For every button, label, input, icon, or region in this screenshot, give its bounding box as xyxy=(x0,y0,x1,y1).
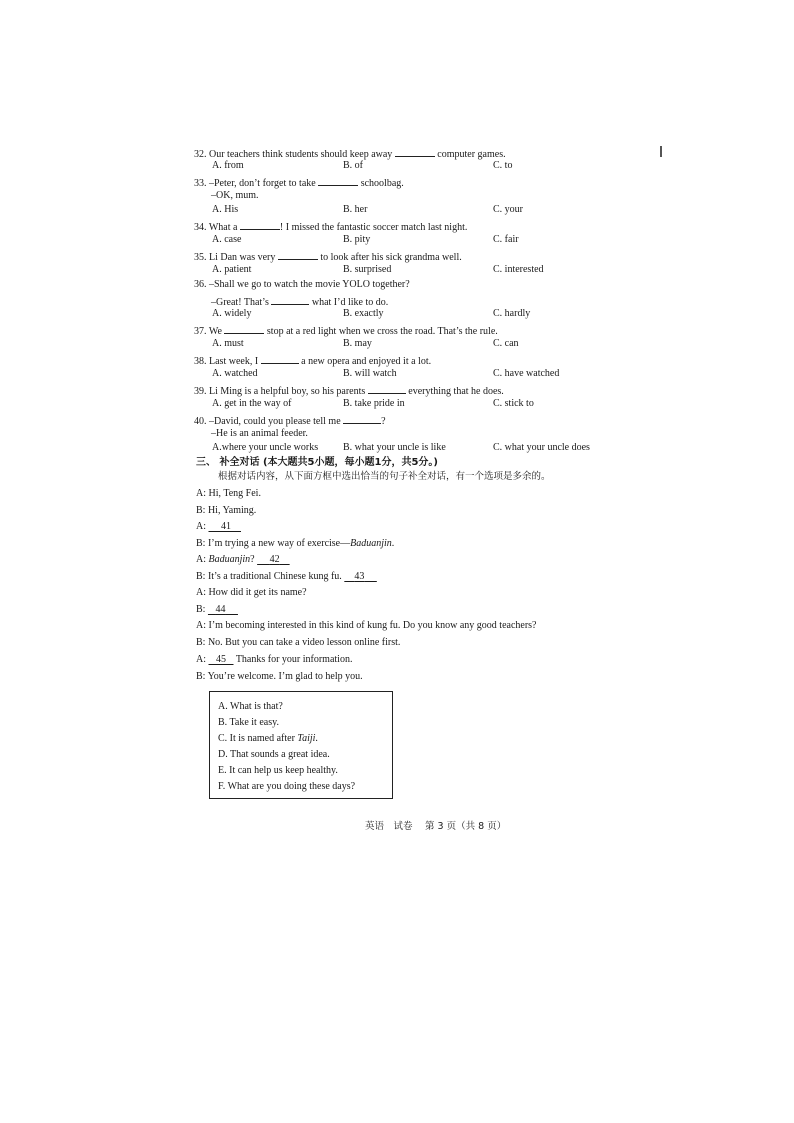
blank-44[interactable] xyxy=(208,604,238,615)
question-34 xyxy=(194,219,467,234)
question-36 xyxy=(194,279,410,291)
option-text: . xyxy=(315,733,318,744)
dialogue-reply: –OK, mum. xyxy=(211,190,259,201)
option-b: B. will watch xyxy=(343,368,397,379)
question-38 xyxy=(194,353,431,368)
dialogue-text: B: I’m trying a new way of exercise— xyxy=(196,538,351,549)
question-number: 39. xyxy=(194,386,207,397)
answer-blank[interactable] xyxy=(240,219,280,230)
dialogue-text: ? xyxy=(250,554,258,565)
option-a: A. from xyxy=(212,160,244,171)
section-3-instruction: 根据对话内容，从下面方框中选出恰当的句子补全对话，有一个选项是多余的。 xyxy=(218,471,551,482)
question-stem-end: schoolbag. xyxy=(358,178,404,189)
blank-43[interactable] xyxy=(344,571,377,582)
dialogue-line-12: B: You’re welcome. I’m glad to help you. xyxy=(196,671,363,682)
question-number: 40. xyxy=(194,416,207,427)
answer-blank[interactable] xyxy=(278,249,318,260)
section-3-title: 三、 补全对话 (本大题共5小题，每小题1分，共5分。) xyxy=(196,457,438,468)
reply-end: what I’d like to do. xyxy=(309,297,389,308)
question-stem-end: to look after his sick grandma well. xyxy=(317,252,462,263)
dialogue-reply: –He is an animal feeder. xyxy=(211,428,308,439)
dialogue-line-4 xyxy=(196,538,394,550)
speaker-a: A: xyxy=(196,554,209,565)
question-40 xyxy=(194,413,386,428)
question-stem: –Shall we go to watch the movie YOLO together? xyxy=(209,279,410,290)
option-a: A. must xyxy=(212,338,244,349)
question-32 xyxy=(194,146,506,161)
option-c: C. your xyxy=(493,204,523,215)
dialogue-text: B: It’s a traditional Chinese kung fu. xyxy=(196,571,345,582)
option-c: C. stick to xyxy=(493,398,534,409)
question-stem-end: computer games. xyxy=(434,149,506,160)
question-39 xyxy=(194,383,504,398)
dialogue-text: Thanks for your information. xyxy=(233,654,353,665)
question-stem-end: ? xyxy=(381,416,386,427)
box-option-f: F. What are you doing these days? xyxy=(218,781,356,792)
dialogue-line-11 xyxy=(196,654,352,666)
dialogue-text: . xyxy=(391,538,395,549)
blank-number: 45 xyxy=(216,654,226,665)
question-stem-end: everything that he does. xyxy=(405,386,504,397)
option-a: A.where your uncle works xyxy=(212,442,319,453)
question-stem-end: a new opera and enjoyed it a lot. xyxy=(298,356,432,367)
option-b: B. her xyxy=(343,204,368,215)
box-option-d: D. That sounds a great idea. xyxy=(218,749,330,760)
question-37 xyxy=(194,323,498,338)
blank-number: 41 xyxy=(221,521,231,532)
speaker-a: A: xyxy=(196,654,209,665)
question-number: 33. xyxy=(194,178,207,189)
dialogue-line-3 xyxy=(196,521,241,533)
option-a: A. watched xyxy=(212,368,258,379)
question-stem: Last week, I xyxy=(209,356,261,367)
option-c: C. hardly xyxy=(493,308,531,319)
question-stem-end: ! I missed the fantastic soccer match last night. xyxy=(279,222,468,233)
question-number: 36. xyxy=(194,279,207,290)
option-a: A. His xyxy=(212,204,239,215)
question-number: 37. xyxy=(194,326,207,337)
answer-blank[interactable] xyxy=(261,353,299,364)
option-b: B. what your uncle is like xyxy=(343,442,446,453)
blank-45[interactable] xyxy=(209,654,234,665)
scan-edge-mark xyxy=(660,146,662,157)
dialogue-line-6 xyxy=(196,571,377,583)
blank-number: 42 xyxy=(269,554,280,565)
italic-term: Baduanjin xyxy=(208,554,251,565)
question-stem: We xyxy=(208,326,225,337)
question-stem: What a xyxy=(208,222,240,233)
dialogue-line-2: B: Hi, Yaming. xyxy=(196,505,257,516)
dialogue-line-9: A: I’m becoming interested in this kind of kung fu. Do you know any good teachers? xyxy=(196,620,537,631)
blank-number: 43 xyxy=(354,571,365,582)
question-35 xyxy=(194,249,462,264)
question-stem: Our teachers think students should keep away xyxy=(209,149,395,160)
option-b: B. pity xyxy=(343,234,371,245)
question-33 xyxy=(194,175,404,190)
option-c: C. to xyxy=(493,160,513,171)
dialogue-line-8 xyxy=(196,604,238,616)
question-number: 38. xyxy=(194,356,207,367)
option-text: C. It is named after xyxy=(218,733,298,744)
option-a: A. get in the way of xyxy=(212,398,292,409)
speaker-a: A: xyxy=(196,521,209,532)
box-option-e: E. It can help us keep healthy. xyxy=(218,765,338,776)
question-number: 32. xyxy=(194,149,207,160)
page-footer: 英语 试卷 第 3 页（共 8 页） xyxy=(365,821,507,832)
option-c: C. interested xyxy=(493,264,544,275)
question-stem: –David, could you please tell me xyxy=(209,416,344,427)
question-number: 34. xyxy=(194,222,207,233)
option-b: B. exactly xyxy=(343,308,384,319)
option-c: C. can xyxy=(493,338,519,349)
box-option-c xyxy=(218,733,318,745)
dialogue-line-10: B: No. But you can take a video lesson online first. xyxy=(196,637,401,648)
answer-blank[interactable] xyxy=(318,175,358,186)
box-option-a: A. What is that? xyxy=(218,701,283,712)
question-stem: –Peter, don’t forget to take xyxy=(209,178,319,189)
option-a: A. patient xyxy=(212,264,252,275)
option-b: B. take pride in xyxy=(343,398,405,409)
dialogue-line-7: A: How did it get its name? xyxy=(196,587,307,598)
blank-42[interactable] xyxy=(257,554,290,565)
question-stem: Li Ming is a helpful boy, so his parents xyxy=(209,386,368,397)
reply-start: –Great! That’s xyxy=(211,297,272,308)
speaker-b: B: xyxy=(196,604,208,615)
question-stem-end: stop at a red light when we cross the road. That’s the rule. xyxy=(264,326,498,337)
option-a: A. case xyxy=(212,234,242,245)
blank-41[interactable] xyxy=(209,521,242,532)
italic-term: Taiji xyxy=(297,733,316,744)
option-b: B. surprised xyxy=(343,264,392,275)
answer-blank[interactable] xyxy=(395,146,435,157)
blank-number: 44 xyxy=(215,604,226,615)
option-b: B. of xyxy=(343,160,363,171)
dialogue-line-1: A: Hi, Teng Fei. xyxy=(196,488,261,499)
box-option-b: B. Take it easy. xyxy=(218,717,279,728)
dialogue-line-5 xyxy=(196,554,290,566)
question-stem: Li Dan was very xyxy=(209,252,278,263)
options-box xyxy=(209,691,393,799)
option-b: B. may xyxy=(343,338,372,349)
dialogue-reply xyxy=(211,294,388,309)
option-c: C. fair xyxy=(493,234,519,245)
answer-blank[interactable] xyxy=(368,383,406,394)
answer-blank[interactable] xyxy=(271,294,309,305)
option-c: C. what your uncle does xyxy=(493,442,590,453)
answer-blank[interactable] xyxy=(343,413,381,424)
answer-blank[interactable] xyxy=(224,323,264,334)
italic-term: Baduanjin xyxy=(350,538,392,549)
option-c: C. have watched xyxy=(493,368,560,379)
question-number: 35. xyxy=(194,252,207,263)
option-a: A. widely xyxy=(212,308,252,319)
